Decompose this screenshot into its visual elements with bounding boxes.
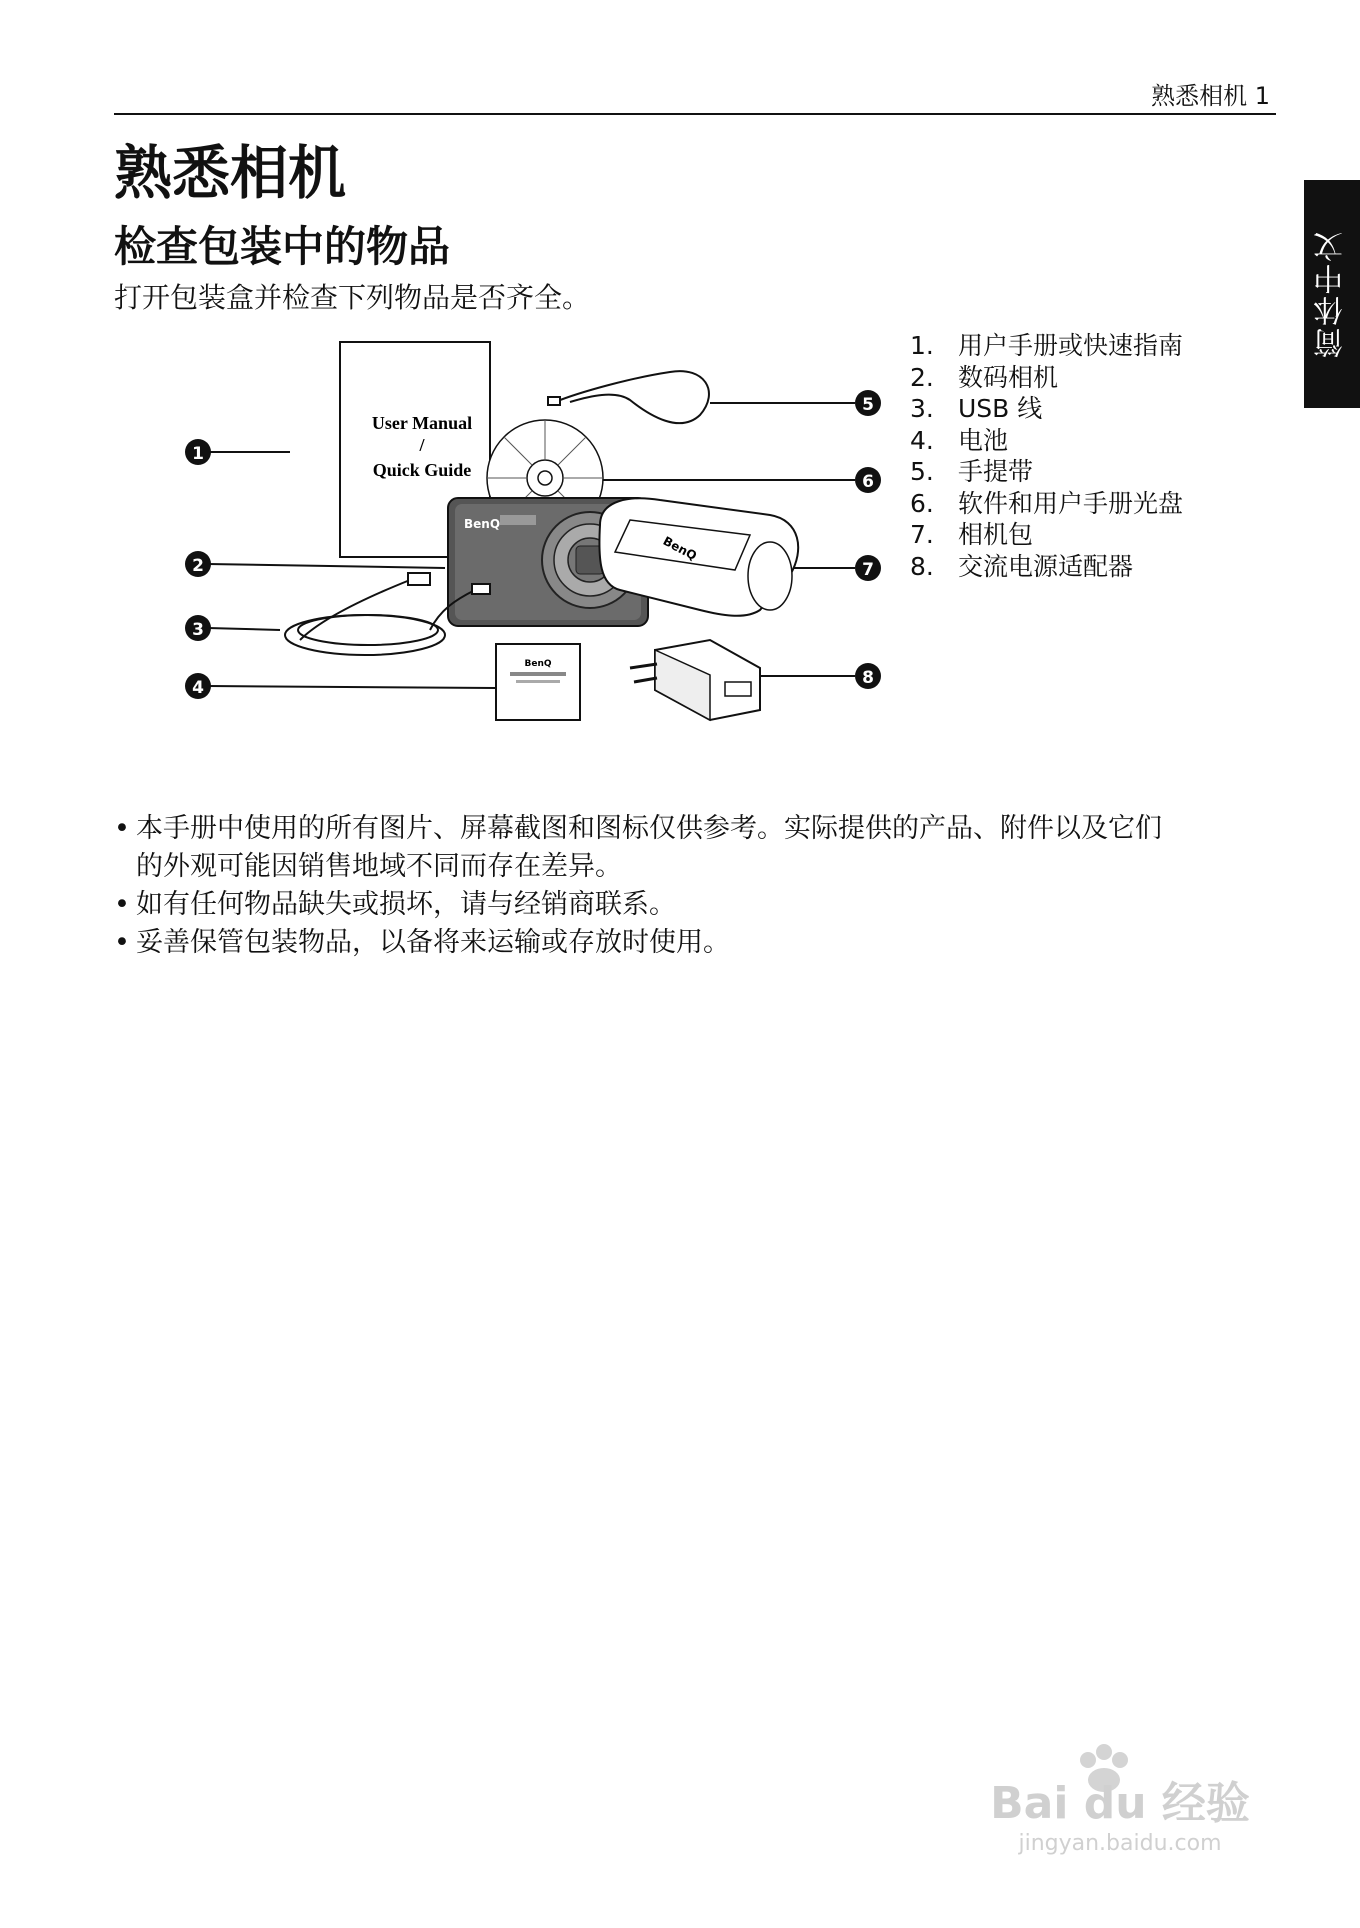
battery-illustration	[496, 644, 580, 720]
callout-4-label: 4	[192, 678, 204, 698]
list-item	[910, 456, 1183, 488]
list-item	[910, 519, 1183, 551]
list-item-label: 数码相机	[958, 362, 1059, 392]
list-item	[910, 330, 1183, 362]
manual-line-1: User Manual	[371, 413, 473, 433]
list-item-label: 手提带	[958, 457, 1034, 486]
language-tab	[1304, 180, 1360, 408]
list-item-label: 软件和用户手册光盘	[958, 488, 1184, 518]
camera-brand: BenQ	[464, 517, 501, 531]
note-text: 如有任何物品缺失或损坏，请与经销商联系。	[136, 889, 676, 920]
watermark-logo: Bai du 经验	[990, 1778, 1250, 1829]
list-item	[910, 393, 1183, 425]
list-item-label: 相机包	[958, 520, 1034, 549]
callout-8	[855, 663, 881, 689]
running-header: 熟悉相机 1	[1151, 82, 1270, 110]
list-item	[910, 488, 1183, 520]
list-item-number: 8.	[910, 551, 934, 581]
manual-line-2: /	[419, 435, 425, 455]
note-text: 本手册中使用的所有图片、屏幕截图和图标仅供参考。实际提供的产品、附件以及它们的外观可能因销售地域不同而存在差异。	[136, 813, 1162, 882]
list-item-number: 4.	[910, 425, 934, 455]
list-item-label: USB 线	[958, 394, 1043, 423]
header-rule	[114, 113, 1276, 115]
battery-brand: BenQ	[524, 659, 552, 669]
list-item-label: 用户手册或快速指南	[958, 331, 1184, 360]
callout-1-label: 1	[192, 444, 204, 464]
callout-7	[855, 555, 881, 581]
bullet: •	[114, 889, 130, 920]
list-item-label: 交流电源适配器	[958, 551, 1134, 581]
note-item	[114, 886, 1174, 924]
strap-illustration	[548, 371, 709, 423]
bullet: •	[114, 927, 130, 958]
language-tab-label: 简体中文	[1314, 230, 1349, 358]
watermark-url: jingyan.baidu.com	[1018, 1831, 1222, 1856]
bag-brand: BenQ	[660, 533, 700, 564]
callout-3	[185, 615, 211, 641]
callout-5-label: 5	[862, 395, 874, 415]
list-item	[910, 425, 1183, 457]
note-text: 妥善保管包装物品，以备将来运输或存放时使用。	[136, 927, 730, 958]
list-item-number: 5.	[910, 457, 934, 486]
list-item-number: 2.	[910, 362, 934, 392]
callout-3-label: 3	[192, 620, 204, 640]
page-title: 熟悉相机	[114, 139, 347, 207]
callout-7-label: 7	[862, 560, 874, 580]
callout-6-label: 6	[862, 472, 874, 492]
ac-adapter-illustration	[630, 640, 760, 720]
baidu-watermark	[970, 1738, 1270, 1858]
contents-list	[910, 330, 1183, 582]
intro-text: 打开包装盒并检查下列物品是否齐全。	[114, 281, 591, 314]
section-heading: 检查包装中的物品	[114, 222, 451, 271]
list-item-number: 7.	[910, 520, 934, 549]
callout-1	[185, 439, 211, 465]
notes-list	[114, 810, 1174, 962]
callout-2	[185, 551, 211, 577]
note-item	[114, 810, 1174, 886]
list-item-number: 1.	[910, 331, 934, 360]
manual-line-3: Quick Guide	[372, 460, 472, 480]
list-item-label: 电池	[958, 425, 1009, 455]
callout-2-label: 2	[192, 556, 204, 576]
bullet: •	[114, 813, 130, 844]
callout-4	[185, 673, 211, 699]
note-item	[114, 924, 1174, 962]
list-item	[910, 551, 1183, 583]
callout-5	[855, 390, 881, 416]
list-item-number: 6.	[910, 488, 934, 518]
callout-6	[855, 467, 881, 493]
list-item-number: 3.	[910, 394, 934, 423]
callout-8-label: 8	[862, 668, 874, 688]
list-item	[910, 362, 1183, 394]
package-contents-figure	[160, 330, 920, 750]
